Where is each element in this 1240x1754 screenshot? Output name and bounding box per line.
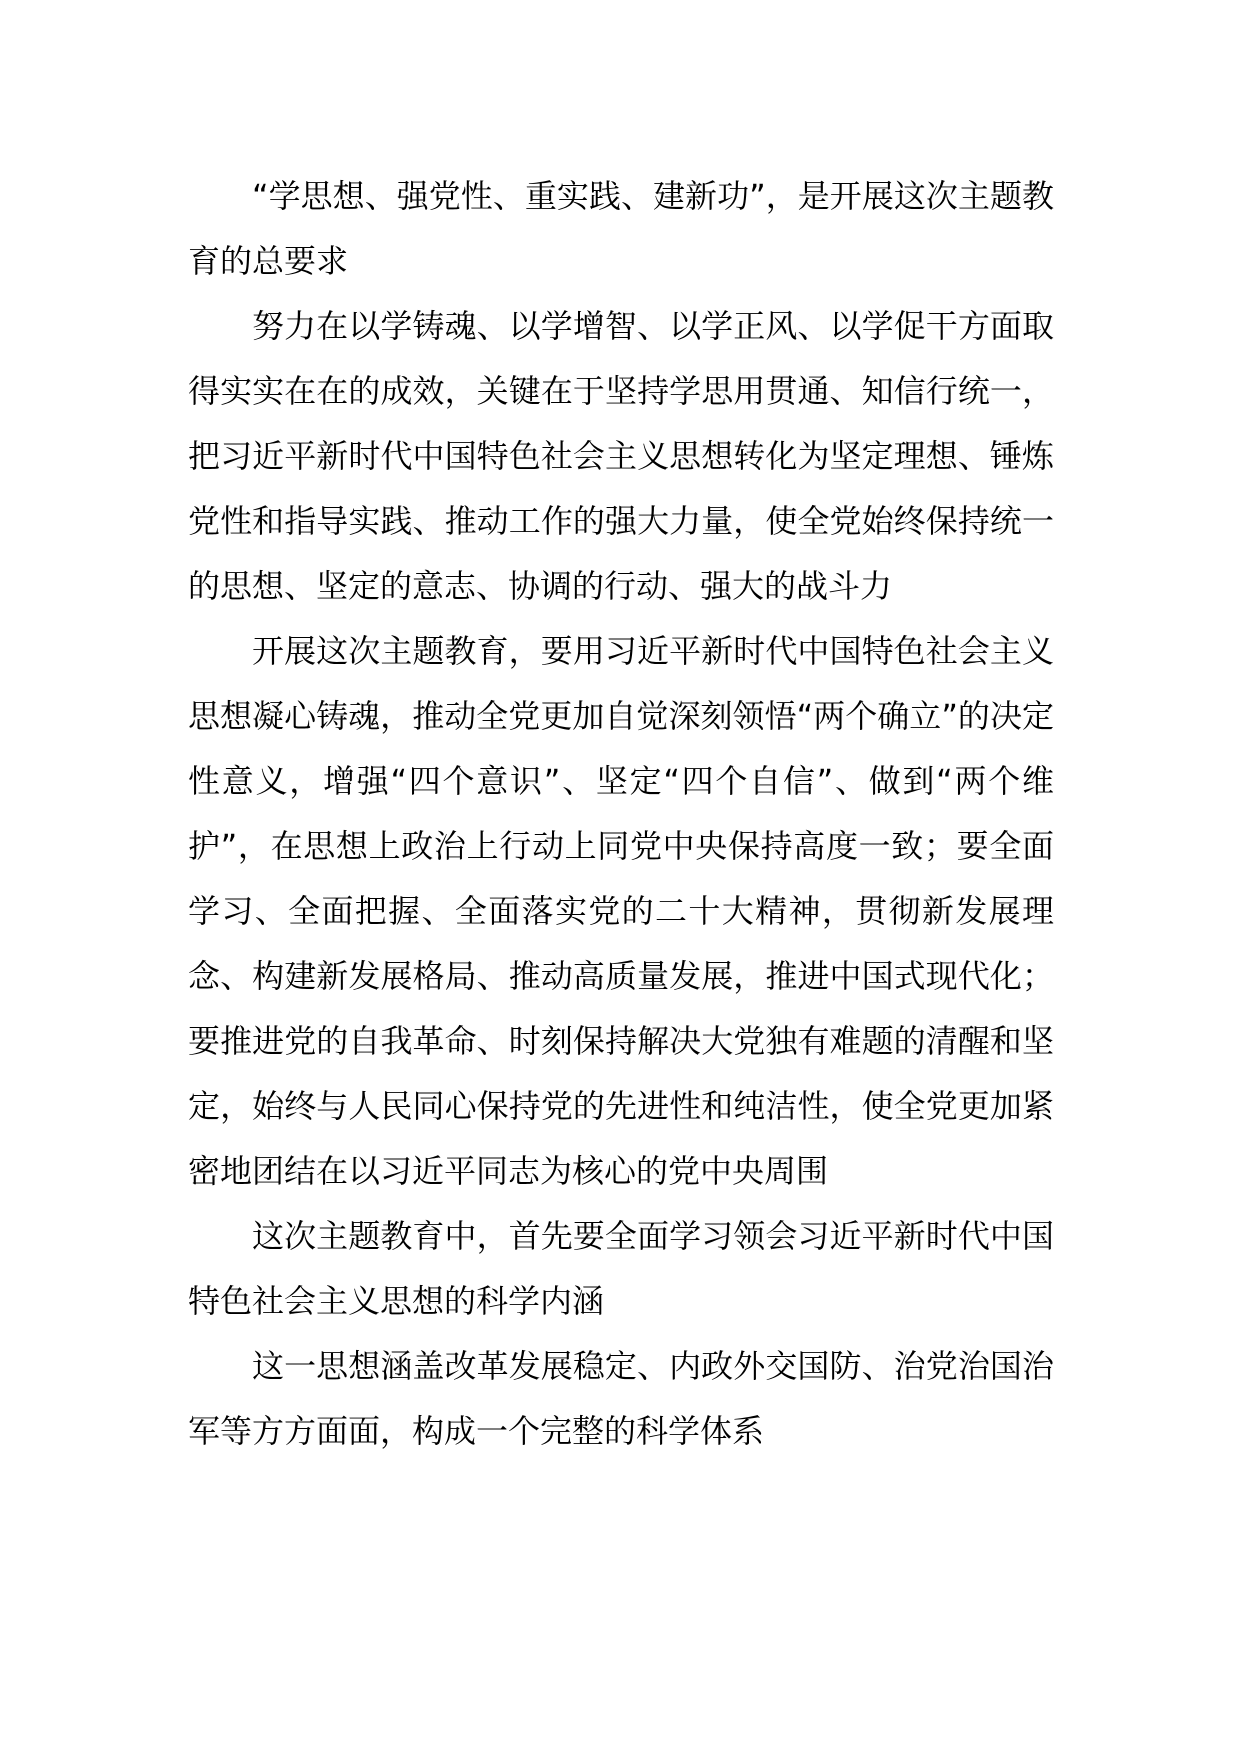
paragraph-4: 这次主题教育中，首先要全面学习领会习近平新时代中国特色社会主义思想的科学内涵 (188, 1217, 1054, 1320)
paragraph-5: 这一思想涵盖改革发展稳定、内政外交国防、治党治国治军等方方面面，构成一个完整的科学体系 (188, 1347, 1054, 1450)
document-body (188, 164, 1054, 1464)
paragraph-1: “学思想、强党性、重实践、建新功”，是开展这次主题教育的总要求 (188, 177, 1054, 280)
paragraph-3: 开展这次主题教育，要用习近平新时代中国特色社会主义思想凝心铸魂，推动全党更加自觉深刻领悟“两个确立”的决定性意义，增强“四个意识”、坚定“四个自信”、做到“两个维护”，在思想上政治上行动上同党中央保持高度一致；要全面学习、全面把握、全面落实党的二十大精神，贯彻新发展理念、构建新发展格局、推动高质量发展，推进中国式现代化；要推进党的自我革命、时刻保持解决大党独有难题的清醒和坚定，始终与人民同心保持党的先进性和纯洁性，使全党更加紧密地团结在以习近平同志为核心的党中央周围 (188, 632, 1054, 1190)
paragraph-2: 努力在以学铸魂、以学增智、以学正风、以学促干方面取得实实在在的成效，关键在于坚持学思用贯通、知信行统一，把习近平新时代中国特色社会主义思想转化为坚定理想、锤炼党性和指导实践、推动工作的强大力量，使全党始终保持统一的思想、坚定的意志、协调的行动、强大的战斗力 (188, 307, 1054, 605)
